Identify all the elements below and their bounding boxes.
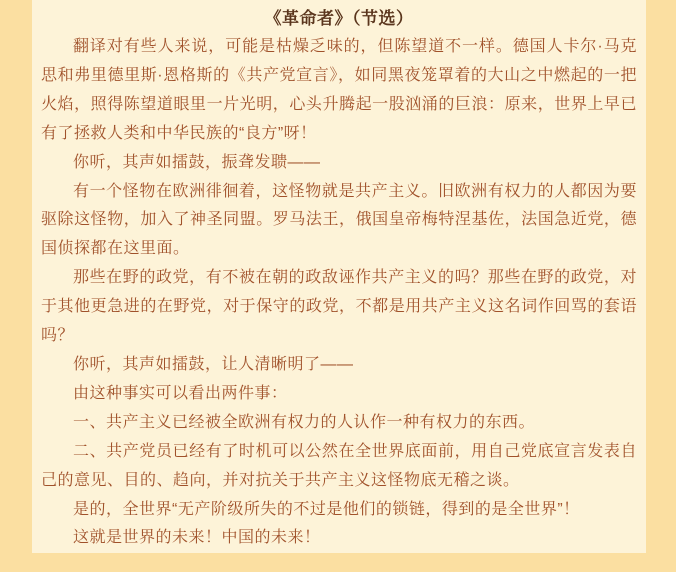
paragraph: 这就是世界的未来！中国的未来！ [73, 529, 321, 547]
article-title: 《革命者》（节选） [264, 9, 414, 28]
article-card [32, 0, 646, 553]
paragraph: 你听，其声如擂鼓，振聋发聩—— [73, 153, 321, 171]
paragraph: 二、共产党员已经有了时机可以公然在全世界底面前，用自己党底宣言发表自己的意见、目的、趋向，并对抗关于共产主义这怪物底无稽之谈。 [41, 442, 637, 489]
paragraph: 由这种事实可以看出两件事： [73, 384, 288, 402]
article-body [41, 33, 637, 553]
paragraph: 是的，全世界“无产阶级所失的不过是他们的锁链，得到的是全世界”！ [73, 500, 580, 518]
paragraph: 一、共产主义已经被全欧洲有权力的人认作一种有权力的东西。 [73, 413, 536, 431]
paragraph: 你听，其声如擂鼓，让人清晰明了—— [73, 355, 354, 373]
paragraph: 有一个怪物在欧洲徘徊着，这怪物就是共产主义。旧欧洲有权力的人都因为要驱除这怪物，加入了神圣同盟。罗马法王，俄国皇帝梅特涅基佐，法国急近党，德国侦探都在这里面。 [41, 182, 637, 258]
paragraph: 翻译对有些人来说，可能是枯燥乏味的，但陈望道不一样。德国人卡尔·马克思和弗里德里斯·恩格斯的《共产党宣言》，如同黑夜笼罩着的大山之中燃起的一把火焰，照得陈望道眼里一片光明，心头升腾起一股汹涌的巨浪：原来，世界上早已有了拯救人类和中华民族的“良方”呀！ [41, 38, 637, 142]
paragraph: 那些在野的政党，有不被在朝的政敌诬作共产主义的吗？那些在野的政党，对于其他更急进的在野党，对于保守的政党，不都是用共产主义这名词作回骂的套语吗？ [41, 269, 637, 345]
